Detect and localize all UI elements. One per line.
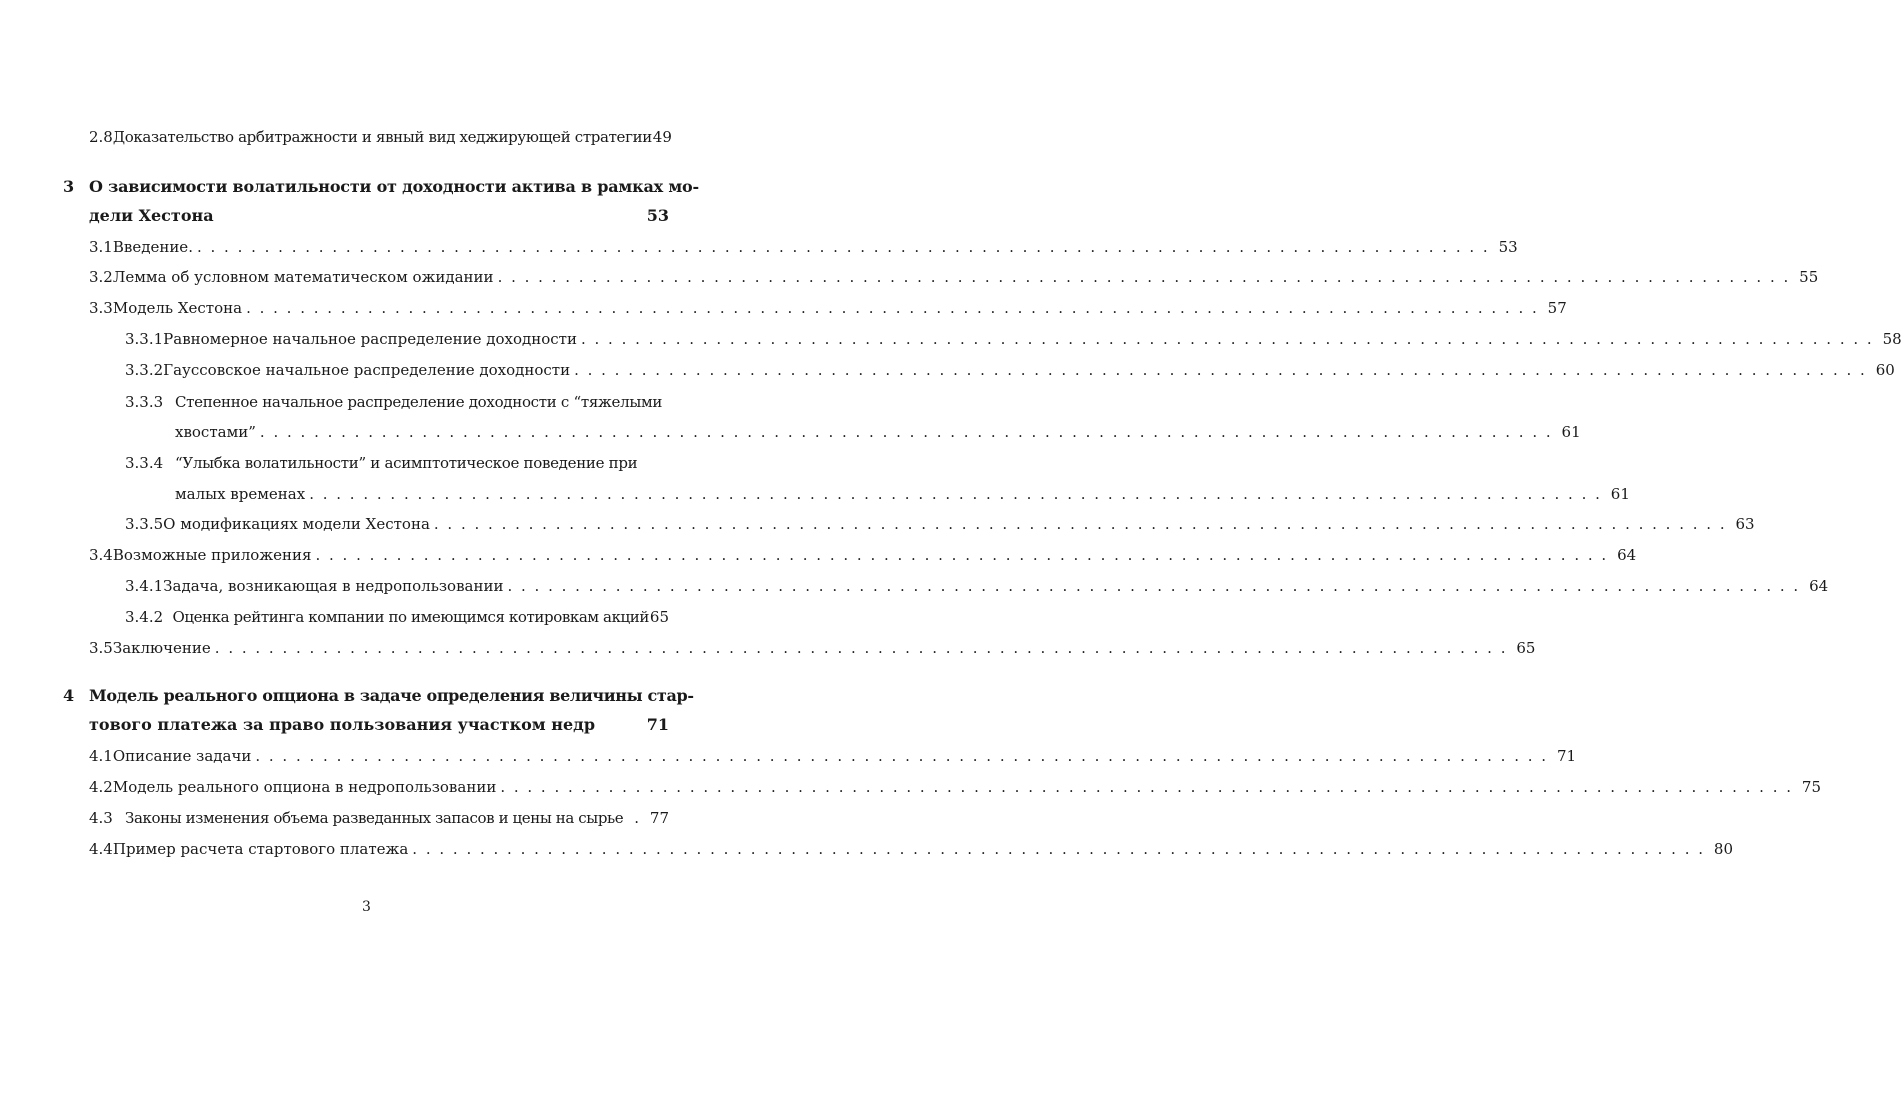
dot-leader xyxy=(498,268,1791,286)
toc-entry-title: Законы изменения объема разведанных запасов и цены на сырье xyxy=(125,809,624,827)
dot-leader xyxy=(574,361,1867,379)
toc-entry-title: Доказательство арбитражности и явный вид хеджирующей стратегии xyxy=(112,128,652,146)
chapter-number: 4 xyxy=(63,686,75,705)
chapter-title-line2: дели Хестона xyxy=(89,206,214,225)
toc-entry-page: 71 xyxy=(1556,747,1577,765)
toc-entry-number: 4.3 xyxy=(89,809,113,827)
toc-entry-number: 3.4.1 xyxy=(125,577,164,595)
toc-entry-number: 3.3.1 xyxy=(125,330,164,348)
toc-entry-3-3[interactable] xyxy=(89,299,1567,317)
chapter-page: 53 xyxy=(646,206,669,225)
toc-entry-title-line1: Степенное начальное распределение доходности с “тяжелыми xyxy=(175,393,663,411)
toc-entry-page: 55 xyxy=(1799,268,1819,286)
toc-entry-number: 3.3.4 xyxy=(125,454,164,472)
toc-entry-number: 3.3.3 xyxy=(125,393,164,411)
toc-entry-number: 4.1 xyxy=(89,747,113,765)
toc-chapter-4[interactable] xyxy=(63,686,694,705)
toc-entry-3-4-2[interactable] xyxy=(125,608,669,626)
toc-entry-number: 3.4.2 xyxy=(125,608,164,626)
chapter-title-line1: Модель реального опциона в задаче определения величины стар- xyxy=(89,686,694,705)
toc-chapter-4-line2[interactable] xyxy=(89,715,669,734)
toc-entry-title: Модель реального опциона в недропользовании xyxy=(112,778,497,796)
toc-entry-page: 63 xyxy=(1735,515,1755,533)
toc-entry-number: 4.2 xyxy=(89,778,113,796)
toc-entry-page: 75 xyxy=(1801,778,1822,796)
toc-entry-title: Гауссовское начальное распределение доходности xyxy=(163,361,571,379)
dot-leader xyxy=(412,840,1705,858)
dot-leader xyxy=(246,299,1539,317)
toc-entry-page: 57 xyxy=(1547,299,1567,317)
toc-entry-number: 3.3.2 xyxy=(125,361,164,379)
toc-entry-3-3-3-line2[interactable] xyxy=(175,423,1581,441)
chapter-number: 3 xyxy=(63,177,75,196)
toc-entry-3-2[interactable] xyxy=(89,268,1819,286)
toc-entry-number: 4.4 xyxy=(89,840,113,858)
toc-entry-page: 65 xyxy=(649,608,669,626)
dot-leader xyxy=(434,515,1727,533)
toc-entry-4-1[interactable] xyxy=(89,747,1577,765)
toc-entry-page: 60 xyxy=(1875,361,1895,379)
chapter-title-line2: тового платежа за право пользования участком недр xyxy=(89,715,596,734)
toc-chapter-3[interactable] xyxy=(63,177,699,196)
toc-entry-page: 49 xyxy=(652,128,672,146)
dot-leader xyxy=(315,546,1608,564)
toc-entry-3-3-4[interactable] xyxy=(125,454,669,472)
toc-entry-page: 77 xyxy=(649,809,669,827)
toc-entry-title: Описание задачи xyxy=(112,747,252,765)
dot-leader xyxy=(507,577,1800,595)
toc-entry-title: Введение. xyxy=(112,238,193,256)
toc-chapter-3-line2[interactable] xyxy=(89,206,669,225)
toc-entry-page: 61 xyxy=(1561,423,1581,441)
toc-entry-title-line2: хвостами” xyxy=(175,423,256,441)
dot-leader xyxy=(581,330,1874,348)
toc-entry-4-3[interactable] xyxy=(89,809,669,827)
toc-entry-number: 3.4 xyxy=(89,546,113,564)
toc-entry-page: 64 xyxy=(1617,546,1637,564)
toc-entry-title: Заключение xyxy=(112,639,211,657)
toc-entry-4-4[interactable] xyxy=(89,840,1733,858)
toc-entry-3-3-3[interactable] xyxy=(125,393,669,411)
toc-entry-3-4[interactable] xyxy=(89,546,1637,564)
toc-entry-title: О модификациях модели Хестона xyxy=(163,515,430,533)
dot-leader xyxy=(260,423,1553,441)
toc-entry-title: Лемма об условном математическом ожидании xyxy=(112,268,494,286)
dot-leader xyxy=(309,485,1602,503)
toc-entry-3-1[interactable] xyxy=(89,238,1518,256)
toc-entry-3-3-4-line2[interactable] xyxy=(175,485,1630,503)
toc-entry-number: 3.5 xyxy=(89,639,113,657)
dot-leader xyxy=(500,778,1793,796)
toc-entry-3-5[interactable] xyxy=(89,639,1536,657)
dot-leader xyxy=(215,639,1508,657)
toc-entry-title-line1: “Улыбка волатильности” и асимптотическое поведение при xyxy=(175,454,638,472)
toc-entry-number: 3.2 xyxy=(89,268,113,286)
toc-entry-page: 64 xyxy=(1809,577,1829,595)
toc-entry-number: 2.8 xyxy=(89,128,113,146)
dot-leader xyxy=(197,238,1490,256)
toc-entry-title: Задача, возникающая в недропользовании xyxy=(163,577,504,595)
chapter-title-line1: О зависимости волатильности от доходности актива в рамках мо- xyxy=(89,177,699,196)
toc-entry-title: Возможные приложения xyxy=(112,546,312,564)
toc-entry-title: Пример расчета стартового платежа xyxy=(112,840,409,858)
toc-entry-number: 3.3.5 xyxy=(125,515,164,533)
toc-entry-title-line2: малых временах xyxy=(175,485,306,503)
toc-entry-number: 3.3 xyxy=(89,299,113,317)
toc-entry-4-2[interactable] xyxy=(89,778,1822,796)
toc-entry-page: 61 xyxy=(1610,485,1630,503)
dot-leader xyxy=(255,747,1548,765)
toc-entry-3-3-1[interactable] xyxy=(125,330,1902,348)
toc-entry-page: 53 xyxy=(1498,238,1518,256)
chapter-page: 71 xyxy=(646,715,669,734)
toc-entry-title: Модель Хестона xyxy=(112,299,243,317)
toc-entry-page: 65 xyxy=(1516,639,1536,657)
toc-entry-title: Оценка рейтинга компании по имеющимся котировкам акций xyxy=(172,608,649,626)
toc-entry-title: Равномерное начальное распределение доходности xyxy=(163,330,577,348)
toc-entry-3-3-2[interactable] xyxy=(125,361,1895,379)
toc-entry-2-8[interactable] xyxy=(89,128,672,146)
dot-leader: . xyxy=(634,809,639,827)
toc-entry-page: 58 xyxy=(1882,330,1902,348)
toc-entry-number: 3.1 xyxy=(89,238,113,256)
toc-entry-3-3-5[interactable] xyxy=(125,515,1755,533)
page-number: 3 xyxy=(362,899,371,915)
toc-entry-page: 80 xyxy=(1713,840,1733,858)
toc-entry-3-4-1[interactable] xyxy=(125,577,1829,595)
